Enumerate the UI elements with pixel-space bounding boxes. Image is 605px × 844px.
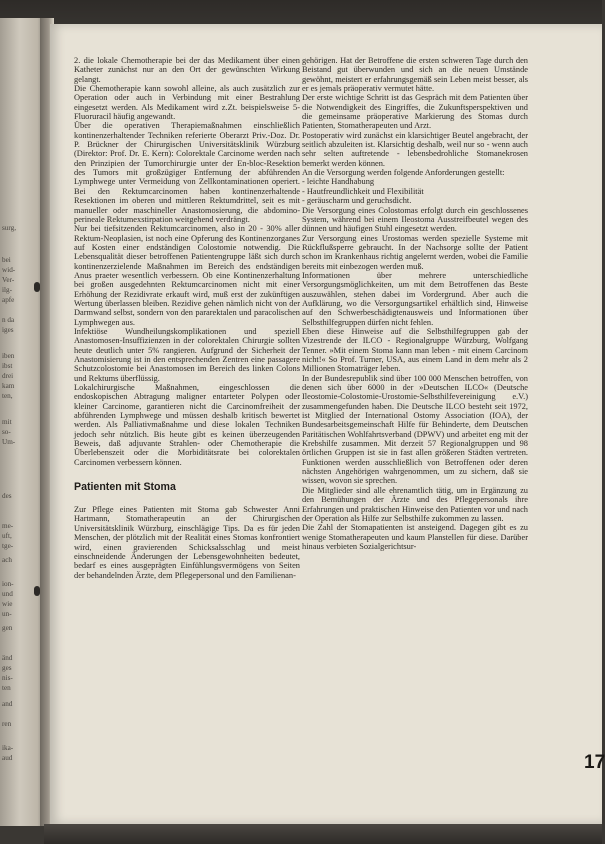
facing-page-fragment: apfe [2, 296, 15, 304]
paragraph: Nur bei tiefsitzenden Rektumcarcinomen, also in 20 - 30% aller Rektum-Neoplasien, ist noch eine Opferung des Kontinenzorganes auf Kosten einer endständigen Colostomie notwendig. Die Lebensqualität dieser betroffenen Patientengruppe läßt sich durch kontinenzerzielende Maßnahmen im Bereich des endständigen Anus praeter wesentlich verbessern. Ob eine Kontinenzerhaltung bei großen ausgedehnten Rektumcarcinomen nicht mit einer Erhöhung der Rezidivrate erkauft wird, muß erst der zukünftigen Wertung überlassen bleiben. Rezidive gehen nämlich nicht von der Darmwand selbst, sondern von den pararektalen und paracolischen Lymphwegen aus. [74, 224, 300, 327]
facing-page-fragment: uft, [2, 532, 12, 540]
paragraph: Die Chemotherapie kann sowohl alleine, als auch zusätzlich zur Operation oder auch in Verbindung mit einer Bestrahlung eingesetzt werden. Als Medikament wird z.Zt. beispielsweise 5-Fluoruracil häufig angewandt. [74, 84, 300, 122]
facing-page-fragment: ren [2, 720, 12, 728]
facing-page-fragment: des [2, 492, 12, 500]
facing-page-fragment: ges [2, 664, 12, 672]
facing-page-fragment: gen [2, 624, 13, 632]
paragraph: Lokalchirurgische Maßnahmen, eingeschlossen die endoskopischen Abtragung maligner entarteter Polypen oder kleiner Carcinome, garantieren nicht die Carcinomfreiheit der abführenden Lymphwege und müssen deshalb kritisch bewertet werden. Als Palliativmaßnahme und diese lokalen Techniken jedoch sehr nützlich. Bis heute gibt es keinen überzeugenden Beweis, daß adjuvante Strahlen- oder Chemotherapie die Überlebenszeit oder die Morbiditätsrate bei colorektalen Carcinomen verbessern können. [74, 383, 300, 467]
facing-page-fragment: kam [2, 382, 15, 390]
facing-page-fragment: und [2, 590, 13, 598]
list-item: - geräuscharm und geruchsdicht. [302, 196, 412, 206]
paragraph: 2. die lokale Chemotherapie bei der das Medikament über einen Katheter zunächst nur an den Ort der gewünschten Wirkung gelangt. [74, 56, 300, 84]
facing-page-fragment: ion- [2, 580, 14, 588]
facing-page-fragment: drei [2, 372, 14, 380]
page-number: 17 [584, 752, 605, 773]
paragraph: Über die operativen Therapiemaßnahmen einschließlich kontinenzerhaltender Techniken referierte Oberarzt Priv.-Doz. Dr. P. Brückner der Chirurgischen Universitätsklinik Würzburg (Direktor: Prof. Dr. E. Kern): Colorektale Carcinome werden nach den Prinzipien der Tumorchirurgie unter der En-bloc-Resektion des Tumors mit großzügiger Entfernung der abführenden Lymphwege unter Vermeidung von Zellkontaminationen operiert. Bei den Rektumcarcinomen haben kontinenzerhaltende Resektionen im oberen und mittleren Rektumdrittel, seit es mit manueller oder maschineller Anastomosierung, die abdomino-perineale Rektumexstirpation weitgehend verdrängt. [74, 121, 300, 224]
facing-page-fragment: and [2, 700, 13, 708]
facing-page-fragment: wie [2, 600, 13, 608]
paragraph: Die Zahl der Stomapatienten ist ansteigend. Dagegen gibt es zu wenige Stomatherapeuten und kaum Planstellen für diese. Darüber hinaus verbieten Sozialgerichtsur- [302, 523, 528, 551]
section-heading: Patienten mit Stoma [74, 481, 176, 494]
paragraph: Zur Versorgung eines Urostomas werden spezielle Systeme mit Rückflußsperre gebraucht. In der Nachsorge sollte der Patient schon im Krankenhaus richtig angelernt werden, wobei die Familie bereits mit einbezogen werden muß. [302, 233, 528, 271]
facing-page-fragment: Ver- [2, 276, 15, 284]
facing-page-fragment: iges [2, 326, 14, 334]
facing-page-fragment: me- [2, 522, 14, 530]
facing-page-fragment: änd [2, 654, 13, 662]
facing-page-fragment: ika- [2, 744, 14, 752]
facing-page-fragment: nis- [2, 674, 13, 682]
paragraph: Zur Pflege eines Patienten mit Stoma gab Schwester Anni Hartmann, Stomatherapeutin an der Chirurgischen Universitätsklinik Würzburg, einschlägige Tips. Da es für jeden Menschen, der plötzlich mit der Realität eines Stomas konfrontiert wird, einen gravierenden Schicksalsschlag und meist einschneidende Änderungen der Lebensgewohnheiten bedeutet, bedarf es eines ausgeprägten Einfühlungsvermögens von Seiten der behandelnden Ärzte, dem Pflegepersonal und den Familienan- [74, 505, 300, 580]
binding-hole [34, 282, 40, 292]
facing-page-fragment: ibst [2, 362, 13, 370]
paragraph: Postoperativ wird zunächst ein klarsichtiger Beutel angebracht, der seitlich abzuleiten ist. Klarsichtig deshalb, weil nur so - wenn auch sehr selten auftretende - lebensbedrohliche Stomanekrosen bemerkt werden können. [302, 130, 528, 168]
binding-hole [34, 586, 40, 596]
paragraph: Eben diese Hinweise auf die Selbsthilfegruppen gab der Vizestrende der ILCO - Regionalgruppe Würzburg, Wolfgang Tenner. »Mit einem Stoma kann man leben - mit einem Carcinom nicht!« So Prof. Turner, USA, aus einem Land in dem mehr als 2 Millionen Stomaträger leben. [302, 326, 528, 374]
right-text-column [302, 56, 528, 551]
facing-page-fragment: ilg- [2, 286, 12, 294]
facing-page-fragment: un- [2, 610, 12, 618]
scanner-bottom-edge [44, 824, 602, 844]
facing-page-fragment: iben [2, 352, 15, 360]
facing-page-fragment: ten [2, 684, 11, 692]
paragraph: Die Versorgung eines Colostomas erfolgt durch ein geschlossenes System, während bei einem Ileostoma Ausstreifbeutel wegen des dünnen und häufigen Stuhl eingesetzt werden. [302, 205, 528, 234]
facing-page-fragment: wid- [2, 266, 16, 274]
facing-page-fragment: aud [2, 754, 13, 762]
paragraph: Infektiöse Wundheilungskomplikationen und speziell Anastomosen-Insuffizienzen in der colorektalen Chirurgie sollten heute deutlich unter 5% rangieren. Aufgrund der Sicherheit der Anastomisierung ist in den entsprechenden Zentren eine passagere Schutzcolostomie bei Anastomosen im Bereich des linken Colons und Rektums überflüssig. [74, 326, 300, 383]
facing-page-edge [0, 18, 44, 826]
facing-page-fragment: mit [2, 418, 12, 426]
paragraph: Informationen über mehrere unterschiedliche Versorgungsmöglichkeiten, um mit dem Betroffenen das Beste auszuwählen, stehen dabei im Vordergrund. Aber auch die Aufklärung, wo die Versorgungsartikel erhältlich sind, Hinweise auf den Schwerbeschädigtenausweis und Informationen über Selbsthilfegruppen dürfen nicht fehlen. [302, 270, 528, 327]
paragraph: Der erste wichtige Schritt ist das Gespräch mit dem Patienten über die Notwendigkeit des Eingriffes, die Zukunftsperspektiven und die gemeinsame präoperative Markierung des Stomas durch Patienten, Stomatherapeuten und Arzt. [302, 93, 528, 131]
paragraph: In der Bundesrepublik sind über 100 000 Menschen betroffen, von denen sich über 6000 in der »Deutschen ILCO« (Deutsche Ileostomie-Colostomie-Urostomie-Selbsthilfevereinigung e.V.) zusammengefunden haben. Die Deutsche ILCO besteht seit 1972, ist Mitglied der International Ostomy Association (IOA), der Bundesarbeitsgemeinschaft Hilfe für Behinderte, dem Deutschen Paritätischen Wohlfahrtsverband (DPWV) und arbeitet eng mit der Krebshilfe zusammen. Mit derzeit 57 Regionalgruppen und 98 örtlichen Gruppen ist sie in fast allen größeren Städten vertreten. Funktionen werden ausschließlich von Betroffenen oder deren nächsten Angehörigen wahrgenommen, um zu sichern, daß sie wissen, wovon sie sprechen. [302, 373, 528, 486]
facing-page-fragment: tge- [2, 542, 14, 550]
facing-page-fragment: ten, [2, 392, 13, 400]
paragraph: gehörigen. Hat der Betroffene die ersten schweren Tage durch den Beistand gut überwunden und sich an die neuen Umstände gewöhnt, meistert er erfahrungsgemäß sein Leben meist besser, als er es jemals präoperativ vermutet hätte. [302, 56, 528, 94]
list-item: - leichte Handhabung [302, 177, 375, 187]
facing-page-fragment: n da [2, 316, 15, 324]
left-text-column [74, 56, 300, 580]
list-item: - Hautfreundlichkeit und Flexibilität [302, 186, 424, 196]
facing-page-fragment: bei [2, 256, 11, 264]
facing-page-fragment: ach [2, 556, 12, 564]
facing-page-fragment: so- [2, 428, 11, 436]
paragraph: An die Versorgung werden folgende Anforderungen gestellt: [302, 168, 505, 178]
paragraph: Die Mitglieder sind alle ehrenamtlich tätig, um in Ergänzung zu den Bemühungen der Ärzte und des Pflegepersonals ihre Erfahrungen und praktischen Hinweise den Patienten vor und nach der Operation als Hilfe zur Selbsthilfe zukommen zu lassen. [302, 485, 528, 523]
facing-page-fragment: Um- [2, 438, 16, 446]
facing-page-fragment: surg, [2, 224, 17, 232]
document-page [50, 24, 605, 824]
